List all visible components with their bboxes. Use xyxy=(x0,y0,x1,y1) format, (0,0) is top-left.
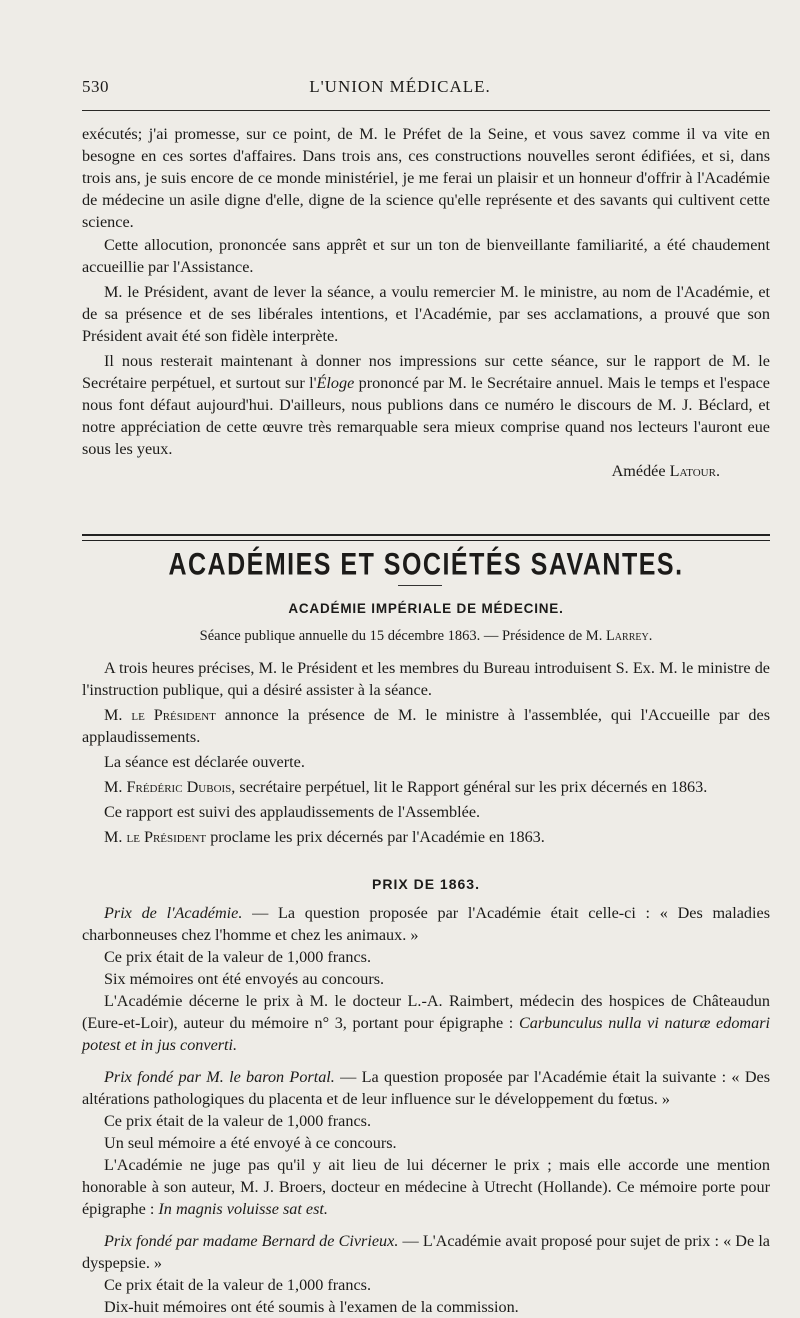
paragraph: M. le Président, avant de lever la séance, a voulu remercier M. le ministre, au nom de l'Académie, et de sa présence et de ses libérales intentions, et l'Académie, par ses acclamations, a prouvé que son Président avait été son fidèle interprète. xyxy=(82,283,770,345)
paragraph: Un seul mémoire a été envoyé à ce concours. xyxy=(104,1134,397,1152)
signature-first-name: Amédée xyxy=(611,462,666,480)
paragraph: Cette allocution, prononcée sans apprêt et sur un ton de bienveillante familiarité, a été chaudement accueillie par l'Assistance. xyxy=(82,236,770,276)
text-run: annonce la présence de M. le ministre à l'assemblée, qui l'Accueille par des applaudissements. xyxy=(82,706,771,746)
text-run: — L'Académie avait proposé pour sujet de prix : « De la dyspepsie. » xyxy=(82,1232,770,1272)
prix-title: PRIX DE 1863. xyxy=(372,876,480,892)
paragraph xyxy=(82,826,770,848)
prize-intro xyxy=(82,1230,770,1274)
text-run: A trois heures précises, M. le Président et les membres du Bureau introduisent S. Ex. M. le ministre de l'instruction publique, qui a désiré assister à la séance. xyxy=(82,659,770,699)
running-head: L'UNION MÉDICALE. xyxy=(309,77,491,96)
paragraph: Ce prix était de la valeur de 1,000 francs. xyxy=(104,1276,371,1294)
text-run: L'Académie décerne le prix à M. le docteur L.-A. Raimbert, médecin des hospices de Châteaudun (Eure-et-Loir), auteur du mémoire n° 3, portant pour épigraphe : xyxy=(82,992,770,1032)
lead-run: M. le Président xyxy=(104,828,207,846)
header-rule xyxy=(82,110,770,111)
paragraph xyxy=(82,704,770,748)
text-run: prononcé par M. le Secrétaire annuel. Mais le temps et l'espace nous font défaut aujourd'hui. D'ailleurs, nous publions dans ce numéro le discours de M. J. Béclard, et notre appréciation de cette œuvre très remarquable sera mieux comprise quand nos lecteurs l'auront eue sous les yeux. xyxy=(82,374,770,458)
paragraph xyxy=(82,776,770,798)
epigraph: Carbunculus nulla vi naturæ edomari potest et in jus converti. xyxy=(82,1014,770,1054)
text-run: Ce rapport est suivi des applaudissements de l'Assemblée. xyxy=(104,803,481,821)
prize-heading: Prix fondé par madame Bernard de Civrieux. xyxy=(104,1232,399,1250)
subsection-title: ACADÉMIE IMPÉRIALE DE MÉDECINE. xyxy=(288,601,564,616)
epigraph: In magnis voluisse sat est. xyxy=(158,1200,328,1218)
text-run: La séance est déclarée ouverte. xyxy=(104,753,305,771)
text-run: — La question proposée par l'Académie était celle-ci : « Des maladies charbonneuses chez l'homme et chez les animaux. » xyxy=(82,904,770,944)
signature xyxy=(82,460,770,482)
text-run: proclame les prix décernés par l'Académie en 1863. xyxy=(206,828,545,846)
paragraph xyxy=(82,801,770,823)
italic-text-run: Éloge xyxy=(316,374,355,392)
prize-intro xyxy=(82,902,770,946)
paragraph: Six mémoires ont été envoyés au concours. xyxy=(104,970,385,988)
session-paragraphs xyxy=(82,657,770,848)
paragraph: Ce prix était de la valeur de 1,000 francs. xyxy=(104,948,371,966)
lead-run: M. Frédéric Dubois xyxy=(104,778,232,796)
lead-run: M. le Président xyxy=(104,706,216,724)
article-continuation xyxy=(82,123,770,482)
prize-intro xyxy=(82,1066,770,1110)
session-president: Larrey. xyxy=(605,628,653,644)
text-run: L'Académie ne juge pas qu'il y ait lieu de lui décerner le prix ; mais elle accorde une mention honorable à son auteur, M. J. Broers, docteur en médecine à Utrecht (Hollande). Ce mémoire porte pour épigraphe : xyxy=(82,1156,770,1218)
text-run: Il nous resterait maintenant à donner nos impressions sur cette séance, sur le rapport de M. le Secrétaire perpétuel, et surtout sur l' xyxy=(82,352,770,392)
paragraph: exécutés; j'ai promesse, sur ce point, de M. le Préfet de la Seine, et vous savez comme il va vite en besogne en ces sortes d'affaires. Dans trois ans, ces constructions nouvelles seront édifiées, et si, dans trois ans, je suis encore de ce monde ministériel, je me ferai un plaisir et un honneur d'offrir à l'Académie de médecine un asile digne d'elle, digne de la science qu'elle représente et des savants qui cultivent cette science. xyxy=(82,125,770,231)
paragraph xyxy=(82,657,770,701)
paragraph xyxy=(82,350,770,460)
paragraph: Dix-huit mémoires ont été soumis à l'examen de la commission. xyxy=(104,1298,519,1316)
session-text: Séance publique annuelle du 15 décembre 1863. — Présidence de M. xyxy=(199,628,606,644)
paragraph xyxy=(82,1154,770,1220)
section-title: ACADÉMIES ET SOCIÉTÉS SAVANTES. xyxy=(168,547,684,582)
prize-heading: Prix fondé par M. le baron Portal. xyxy=(104,1068,335,1086)
paragraph xyxy=(82,990,770,1056)
short-rule xyxy=(398,585,442,586)
prizes xyxy=(82,902,770,1318)
text-run: — La question proposée par l'Académie était la suivante : « Des altérations pathologiques du placenta et de leur influence sur le développement du fœtus. » xyxy=(82,1068,771,1108)
signature-last-name: Latour. xyxy=(669,462,720,480)
page-number: 530 xyxy=(82,77,109,96)
text-run: , secrétaire perpétuel, lit le Rapport général sur les prix décernés en 1863. xyxy=(231,778,708,796)
paragraph xyxy=(82,751,770,773)
session-line xyxy=(82,628,770,645)
paragraph: Ce prix était de la valeur de 1,000 francs. xyxy=(104,1112,371,1130)
prize-heading: Prix de l'Académie. xyxy=(104,904,243,922)
section-double-rule xyxy=(82,534,770,541)
